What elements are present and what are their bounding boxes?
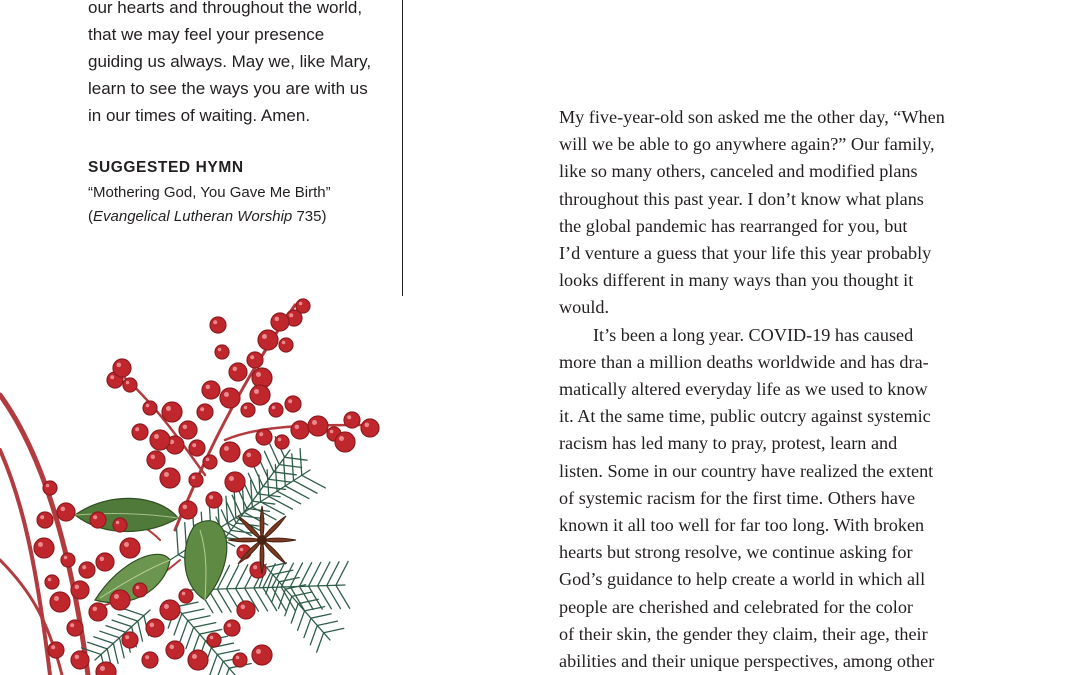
prayer-text	[88, 0, 388, 129]
hymn-source-title: Evangelical Lutheran Worship	[93, 208, 293, 225]
article-line: would.	[559, 297, 610, 318]
article-line: like so many others, canceled and modified plans	[559, 161, 918, 182]
article-line: looks different in many ways than you thought it	[559, 270, 914, 291]
article-line: known it all too well for far too long. With broken	[559, 515, 925, 536]
article-line: racism has led many to pray, protest, learn and	[559, 433, 898, 454]
star-anise-icon	[228, 506, 296, 574]
prayer-line: our hearts and throughout the world,	[88, 0, 363, 17]
article-line: will we be able to go anywhere again?” Our family,	[559, 134, 935, 155]
prayer-line: in our times of waiting. Amen.	[88, 106, 311, 125]
hymn-source-number: 735)	[292, 208, 327, 225]
article-line: the global pandemic has rearranged for you, but	[559, 215, 908, 236]
prayer-line: that we may feel your presence	[88, 25, 325, 44]
article-line: God’s guidance to help create a world in which all	[559, 569, 926, 590]
prayer-column	[88, 0, 388, 229]
article-line: My five-year-old son asked me the other day, “When	[559, 107, 945, 127]
article-line: of systemic racism for the first time. Others have	[559, 487, 916, 508]
article-line: matically altered everyday life as we used to know	[559, 379, 928, 400]
hymn-source	[88, 205, 388, 229]
article-line: It’s been a long year. COVID-19 has caused	[593, 324, 914, 345]
article-line: hearts but strong resolve, we continue asking for	[559, 542, 913, 563]
column-divider	[402, 0, 403, 296]
red-berries	[34, 299, 379, 675]
prayer-line: learn to see the ways you are with us	[88, 79, 368, 98]
suggested-hymn-heading: SUGGESTED HYMN	[88, 159, 244, 176]
article-line: more than a million deaths worldwide and has dra-	[559, 351, 929, 372]
article-line: of their skin, the gender they claim, their age, their	[559, 623, 928, 644]
article-line: throughout this past year. I don’t know what plans	[559, 188, 924, 209]
article-body	[559, 104, 1009, 675]
hymn-title: “Mothering God, You Gave Me Birth”	[88, 184, 331, 201]
article-line: listen. Some in our country have realized the extent	[559, 460, 934, 481]
article-line: people are cherished and celebrated for the color	[559, 596, 913, 617]
holly-berry-pine-illustration-icon	[0, 290, 400, 675]
article-line: abilities and their unique perspectives, among other	[559, 651, 935, 672]
hymn-source-open: (	[88, 208, 93, 225]
article-line: it. At the same time, public outcry against systemic	[559, 406, 931, 427]
prayer-line: guiding us always. May we, like Mary,	[88, 52, 372, 71]
article-line: I’d venture a guess that your life this year probably	[559, 243, 932, 264]
